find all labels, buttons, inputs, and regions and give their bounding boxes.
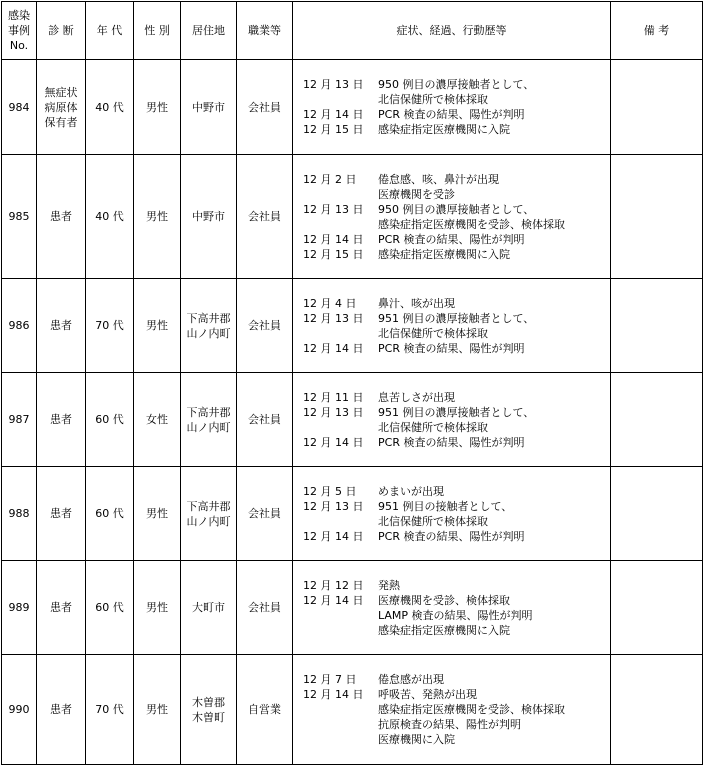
event-text: 息苦しさが出現 bbox=[378, 390, 455, 404]
event-date: 12 月 15 日 bbox=[303, 123, 364, 136]
occupation-cell: 会社員 bbox=[237, 155, 293, 279]
remarks-cell bbox=[611, 155, 703, 279]
diagnosis-cell-line: 患者 bbox=[50, 703, 72, 716]
occupation-cell: 会社員 bbox=[237, 561, 293, 655]
header-occupation: 職業等 bbox=[237, 2, 293, 60]
case-table bbox=[1, 1, 703, 765]
event-text: 医療機関を受診 bbox=[378, 187, 455, 201]
event-text: 北信保健所で検体採取 bbox=[378, 93, 488, 106]
event-text: PCR 検査の結果、陽性が判明 bbox=[378, 232, 525, 246]
event-text: PCR 検査の結果、陽性が判明 bbox=[378, 435, 525, 449]
event-line bbox=[303, 341, 610, 356]
sex-cell: 女性 bbox=[134, 373, 181, 467]
event-text: 951 例目の濃厚接触者として、 bbox=[378, 405, 535, 419]
event-date: 12 月 14 日 bbox=[303, 435, 364, 449]
event-line bbox=[303, 420, 610, 435]
residence-cell bbox=[181, 279, 237, 373]
event-line bbox=[303, 187, 610, 202]
age-cell: 40 代 bbox=[86, 155, 134, 279]
event-text: 倦怠感、咳、鼻汁が出現 bbox=[378, 172, 499, 186]
event-text: 感染症指定医療機関に入院 bbox=[378, 247, 510, 261]
event-text: 北信保健所で検体採取 bbox=[378, 326, 488, 340]
age-cell: 40 代 bbox=[86, 60, 134, 155]
event-date bbox=[303, 187, 378, 202]
diagnosis-cell-line: 患者 bbox=[50, 319, 72, 332]
table-row bbox=[2, 60, 703, 155]
event-date: 12 月 7 日 bbox=[303, 673, 357, 686]
event-date: 12 月 11 日 bbox=[303, 390, 364, 404]
event-text: 感染症指定医療機関に入院 bbox=[378, 123, 510, 136]
event-text: 医療機関に入院 bbox=[378, 733, 455, 746]
diagnosis-cell bbox=[37, 279, 86, 373]
header-sex: 性 別 bbox=[134, 2, 181, 60]
event-text: 感染症指定医療機関を受診、検体採取 bbox=[378, 703, 565, 716]
residence-cell bbox=[181, 155, 237, 279]
event-line bbox=[303, 593, 610, 608]
diagnosis-cell-line: 患者 bbox=[50, 601, 72, 614]
event-text: 抗原検査の結果、陽性が判明 bbox=[378, 718, 521, 731]
sex-cell: 男性 bbox=[134, 561, 181, 655]
sex-cell: 男性 bbox=[134, 60, 181, 155]
diagnosis-cell bbox=[37, 155, 86, 279]
residence-cell bbox=[181, 561, 237, 655]
event-date bbox=[303, 420, 378, 435]
event-text: 北信保健所で検体採取 bbox=[378, 420, 488, 434]
header-residence: 居住地 bbox=[181, 2, 237, 60]
event-date bbox=[303, 326, 378, 341]
age-cell: 70 代 bbox=[86, 655, 134, 765]
event-line bbox=[303, 717, 610, 732]
residence-cell-line: 下高井郡 bbox=[186, 499, 231, 513]
event-text: 951 例目の濃厚接触者として、 bbox=[378, 311, 535, 325]
diagnosis-cell-line: 保有者 bbox=[44, 115, 78, 129]
event-line bbox=[303, 202, 610, 217]
event-line bbox=[303, 608, 610, 623]
details-cell bbox=[293, 373, 611, 467]
table-row bbox=[2, 561, 703, 655]
event-date bbox=[303, 514, 378, 529]
event-date bbox=[303, 732, 378, 747]
case-number-cell: 986 bbox=[2, 279, 37, 373]
event-date bbox=[303, 717, 378, 732]
details-cell bbox=[293, 467, 611, 561]
diagnosis-cell-line: 患者 bbox=[50, 210, 72, 223]
event-date: 12 月 14 日 bbox=[303, 688, 364, 701]
event-line bbox=[303, 405, 610, 420]
event-text: めまいが出現 bbox=[378, 484, 444, 498]
diagnosis-cell-line: 無症状 bbox=[44, 85, 78, 99]
event-line bbox=[303, 217, 610, 232]
diagnosis-cell bbox=[37, 467, 86, 561]
sex-cell: 男性 bbox=[134, 155, 181, 279]
event-text: 鼻汁、咳が出現 bbox=[378, 296, 455, 310]
header-case-no: 感染 事例 No. bbox=[2, 2, 37, 60]
event-text: 呼吸苦、発熱が出現 bbox=[378, 688, 477, 701]
event-line bbox=[303, 435, 610, 450]
table-row bbox=[2, 373, 703, 467]
header-diagnosis: 診 断 bbox=[37, 2, 86, 60]
event-text: 感染症指定医療機関に入院 bbox=[378, 623, 510, 637]
event-text: 医療機関を受診、検体採取 bbox=[378, 593, 510, 607]
sex-cell: 男性 bbox=[134, 467, 181, 561]
diagnosis-cell bbox=[37, 60, 86, 155]
header-details: 症状、経過、行動歴等 bbox=[293, 2, 611, 60]
residence-cell bbox=[181, 467, 237, 561]
residence-cell bbox=[181, 373, 237, 467]
occupation-cell: 会社員 bbox=[237, 373, 293, 467]
header-remarks: 備 考 bbox=[611, 2, 703, 60]
remarks-cell bbox=[611, 561, 703, 655]
remarks-cell bbox=[611, 60, 703, 155]
event-line bbox=[303, 247, 610, 262]
header-row bbox=[2, 2, 703, 60]
event-line bbox=[303, 672, 610, 687]
residence-cell-line: 下高井郡 bbox=[186, 311, 231, 325]
event-text: 950 例目の濃厚接触者として、 bbox=[378, 78, 535, 91]
residence-cell-line: 木曽町 bbox=[192, 710, 225, 724]
age-cell: 60 代 bbox=[86, 467, 134, 561]
event-line bbox=[303, 296, 610, 311]
event-line bbox=[303, 311, 610, 326]
residence-cell bbox=[181, 60, 237, 155]
age-cell: 60 代 bbox=[86, 373, 134, 467]
residence-cell-line: 中野市 bbox=[192, 100, 225, 114]
event-date: 12 月 2 日 bbox=[303, 172, 357, 186]
table-row bbox=[2, 155, 703, 279]
event-date: 12 月 14 日 bbox=[303, 529, 364, 543]
case-number-cell: 989 bbox=[2, 561, 37, 655]
case-number-cell: 985 bbox=[2, 155, 37, 279]
event-text: PCR 検査の結果、陽性が判明 bbox=[378, 341, 525, 355]
event-line bbox=[303, 499, 610, 514]
event-line bbox=[303, 107, 610, 122]
event-text: 発熱 bbox=[378, 578, 400, 592]
event-date bbox=[303, 702, 378, 717]
event-text: PCR 検査の結果、陽性が判明 bbox=[378, 108, 525, 121]
event-line bbox=[303, 732, 610, 747]
event-text: 951 例目の接触者として、 bbox=[378, 499, 513, 513]
details-cell bbox=[293, 561, 611, 655]
event-date bbox=[303, 608, 378, 623]
event-date: 12 月 12 日 bbox=[303, 578, 364, 592]
event-date: 12 月 13 日 bbox=[303, 405, 364, 419]
residence-cell-line: 山ノ内町 bbox=[186, 420, 231, 434]
occupation-cell: 会社員 bbox=[237, 279, 293, 373]
details-cell bbox=[293, 279, 611, 373]
event-date: 12 月 14 日 bbox=[303, 593, 364, 607]
event-line bbox=[303, 390, 610, 405]
event-date bbox=[303, 217, 378, 232]
sex-cell: 男性 bbox=[134, 655, 181, 765]
table-body bbox=[2, 60, 703, 765]
residence-cell bbox=[181, 655, 237, 765]
occupation-cell: 会社員 bbox=[237, 60, 293, 155]
event-text: PCR 検査の結果、陽性が判明 bbox=[378, 529, 525, 543]
event-date: 12 月 13 日 bbox=[303, 311, 364, 325]
event-line bbox=[303, 578, 610, 593]
details-cell bbox=[293, 155, 611, 279]
residence-cell-line: 大町市 bbox=[192, 601, 225, 614]
diagnosis-cell bbox=[37, 561, 86, 655]
event-date: 12 月 4 日 bbox=[303, 296, 357, 310]
case-number-cell: 987 bbox=[2, 373, 37, 467]
event-date: 12 月 13 日 bbox=[303, 202, 364, 216]
event-line bbox=[303, 623, 610, 638]
event-line bbox=[303, 326, 610, 341]
details-cell bbox=[293, 60, 611, 155]
event-text: LAMP 検査の結果、陽性が判明 bbox=[378, 608, 533, 622]
event-date: 12 月 13 日 bbox=[303, 499, 364, 513]
diagnosis-cell bbox=[37, 373, 86, 467]
event-date: 12 月 14 日 bbox=[303, 108, 364, 121]
event-line bbox=[303, 122, 610, 137]
residence-cell-line: 木曽郡 bbox=[192, 695, 225, 709]
table-row bbox=[2, 655, 703, 765]
event-line bbox=[303, 514, 610, 529]
event-line bbox=[303, 172, 610, 187]
remarks-cell bbox=[611, 467, 703, 561]
header-age: 年 代 bbox=[86, 2, 134, 60]
residence-cell-line: 中野市 bbox=[192, 210, 225, 223]
event-line bbox=[303, 92, 610, 107]
diagnosis-cell bbox=[37, 655, 86, 765]
diagnosis-cell-line: 患者 bbox=[50, 507, 72, 520]
diagnosis-cell-line: 患者 bbox=[50, 413, 72, 426]
event-date: 12 月 15 日 bbox=[303, 247, 364, 261]
table-row bbox=[2, 279, 703, 373]
event-text: 北信保健所で検体採取 bbox=[378, 514, 488, 528]
event-line bbox=[303, 484, 610, 499]
event-line bbox=[303, 232, 610, 247]
event-line bbox=[303, 77, 610, 92]
residence-cell-line: 下高井郡 bbox=[186, 405, 231, 419]
occupation-cell: 自営業 bbox=[237, 655, 293, 765]
remarks-cell bbox=[611, 279, 703, 373]
occupation-cell: 会社員 bbox=[237, 467, 293, 561]
event-date bbox=[303, 92, 378, 107]
event-date bbox=[303, 623, 378, 638]
residence-cell-line: 山ノ内町 bbox=[186, 514, 231, 528]
event-text: 倦怠感が出現 bbox=[378, 673, 444, 686]
remarks-cell bbox=[611, 373, 703, 467]
event-text: 950 例目の濃厚接触者として、 bbox=[378, 202, 535, 216]
event-line bbox=[303, 529, 610, 544]
event-date: 12 月 14 日 bbox=[303, 232, 364, 246]
diagnosis-cell-line: 病原体 bbox=[44, 100, 78, 114]
event-date: 12 月 13 日 bbox=[303, 78, 364, 91]
details-cell bbox=[293, 655, 611, 765]
case-number-cell: 984 bbox=[2, 60, 37, 155]
remarks-cell bbox=[611, 655, 703, 765]
event-date: 12 月 14 日 bbox=[303, 341, 364, 355]
case-number-cell: 990 bbox=[2, 655, 37, 765]
case-number-cell: 988 bbox=[2, 467, 37, 561]
event-line bbox=[303, 687, 610, 702]
event-line bbox=[303, 702, 610, 717]
age-cell: 70 代 bbox=[86, 279, 134, 373]
residence-cell-line: 山ノ内町 bbox=[186, 326, 231, 340]
event-text: 感染症指定医療機関を受診、検体採取 bbox=[378, 217, 565, 231]
age-cell: 60 代 bbox=[86, 561, 134, 655]
event-date: 12 月 5 日 bbox=[303, 484, 357, 498]
table-row bbox=[2, 467, 703, 561]
sex-cell: 男性 bbox=[134, 279, 181, 373]
